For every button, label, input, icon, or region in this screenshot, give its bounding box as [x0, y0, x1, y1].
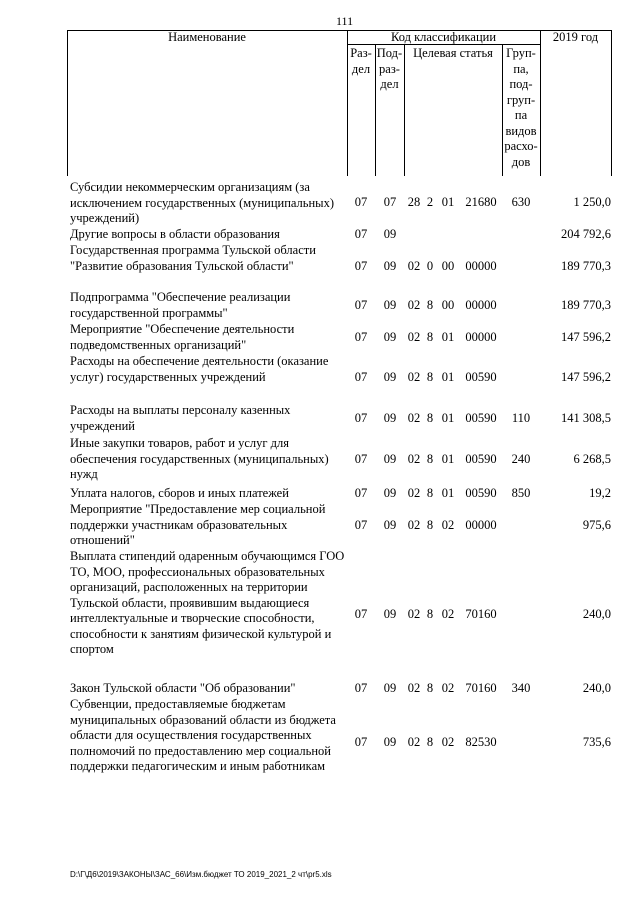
row-target-event: 01: [441, 486, 455, 500]
row-expense-type: 110: [511, 411, 531, 425]
row-name: Мероприятие "Обеспечение деятельности подведомственных организаций": [70, 322, 295, 352]
row-name: Другие вопросы в области образования: [70, 227, 280, 241]
row-name: Государственная программа Тульской области "Развитие образования Тульской области": [70, 243, 316, 273]
row-razdel: 07: [354, 681, 368, 695]
row-target-direction: 70160: [465, 681, 497, 695]
row-target-subprogram: 8: [426, 607, 434, 621]
row-target-direction: 00590: [465, 411, 497, 425]
row-target-program: 02: [407, 681, 421, 695]
row-expense-type: 850: [511, 486, 531, 500]
row-target-program: 02: [407, 330, 421, 344]
row-target-direction: 00000: [465, 330, 497, 344]
header-razdel: Раз- дел: [350, 46, 372, 76]
row-target-subprogram: 0: [426, 259, 434, 273]
row-amount: 147 596,2: [561, 330, 611, 344]
row-razdel: 07: [354, 486, 368, 500]
row-target-direction: 82530: [465, 735, 497, 749]
row-expense-type: 240: [511, 452, 531, 466]
row-podrazdel: 09: [383, 370, 397, 384]
row-razdel: 07: [354, 452, 368, 466]
row-name: Расходы на обеспечение деятельности (оказание услуг) государственных учреждений: [70, 354, 329, 384]
row-target-event: 02: [441, 607, 455, 621]
row-target-program: 28: [407, 195, 421, 209]
row-amount: 189 770,3: [561, 298, 611, 312]
row-target-direction: 00590: [465, 370, 497, 384]
row-target-program: 02: [407, 607, 421, 621]
file-path-footer: D:\Г\Д6\2019\ЗАКОНЫ\ЗАС_66\Изм.бюджет ТО 2019_2021_2 чт\pr5.xls: [70, 870, 332, 879]
row-expense-type: 340: [511, 681, 531, 695]
row-razdel: 07: [354, 411, 368, 425]
row-target-event: 01: [441, 370, 455, 384]
row-razdel: 07: [354, 227, 368, 241]
row-target-event: 01: [441, 330, 455, 344]
row-podrazdel: 09: [383, 486, 397, 500]
row-amount: 735,6: [582, 735, 611, 749]
row-razdel: 07: [354, 298, 368, 312]
row-amount: 19,2: [589, 486, 611, 500]
row-name: Иные закупки товаров, работ и услуг для обеспечения государственных (муниципальных) нужд: [70, 436, 329, 481]
header-year: 2019 год: [552, 30, 599, 44]
header-name: Наименование: [168, 30, 246, 44]
row-name: Расходы на выплаты персоналу казенных учреждений: [70, 403, 291, 433]
row-podrazdel: 09: [383, 227, 397, 241]
row-podrazdel: 09: [383, 607, 397, 621]
row-razdel: 07: [354, 518, 368, 532]
row-target-program: 02: [407, 298, 421, 312]
header-target: Целевая статья: [413, 46, 493, 60]
row-target-direction: 00590: [465, 486, 497, 500]
row-name: Подпрограмма "Обеспечение реализации государственной программы": [70, 290, 291, 320]
row-target-program: 02: [407, 518, 421, 532]
row-target-subprogram: 2: [426, 195, 434, 209]
row-target-event: 01: [441, 452, 455, 466]
row-name: Субвенции, предоставляемые бюджетам муниципальных образований области из бюджета области для осуществления государственных полномочий по предоставлению мер социальной поддержки педагогическим и иным работникам: [70, 697, 336, 773]
row-target-subprogram: 8: [426, 681, 434, 695]
row-name: Уплата налогов, сборов и иных платежей: [70, 486, 289, 500]
row-razdel: 07: [354, 195, 368, 209]
row-amount: 975,6: [582, 518, 611, 532]
row-amount: 240,0: [582, 681, 611, 695]
row-target-subprogram: 8: [426, 518, 434, 532]
row-target-subprogram: 8: [426, 452, 434, 466]
header-classification: Код классификации: [390, 30, 497, 44]
row-target-program: 02: [407, 735, 421, 749]
row-amount: 240,0: [582, 607, 611, 621]
row-podrazdel: 09: [383, 518, 397, 532]
row-target-program: 02: [407, 370, 421, 384]
row-razdel: 07: [354, 259, 368, 273]
header-podrazdel: Под- раз- дел: [376, 46, 403, 91]
row-target-event: 00: [441, 298, 455, 312]
row-amount: 141 308,5: [561, 411, 611, 425]
row-amount: 189 770,3: [561, 259, 611, 273]
row-target-event: 01: [441, 195, 455, 209]
row-podrazdel: 09: [383, 259, 397, 273]
row-target-subprogram: 8: [426, 370, 434, 384]
row-razdel: 07: [354, 370, 368, 384]
row-amount: 147 596,2: [561, 370, 611, 384]
row-podrazdel: 09: [383, 298, 397, 312]
row-razdel: 07: [354, 607, 368, 621]
row-target-direction: 00000: [465, 518, 497, 532]
row-podrazdel: 09: [383, 735, 397, 749]
page-number: 111: [336, 14, 354, 28]
row-name: Выплата стипендий одаренным обучающимся ГОО ТО, МОО, профессиональных образовательных организаций, расположенных на территории Тульской области, проявившим выдающиеся интеллектуальные и творческие способности, способности к занятиям физической культурой и спортом: [70, 549, 345, 656]
row-target-event: 02: [441, 681, 455, 695]
row-expense-type: 630: [511, 195, 531, 209]
row-razdel: 07: [354, 735, 368, 749]
row-target-event: 02: [441, 518, 455, 532]
row-target-program: 02: [407, 411, 421, 425]
header-group: Груп- па, под- груп- па видов расхо- дов: [504, 46, 538, 169]
row-amount: 6 268,5: [573, 452, 611, 466]
row-target-program: 02: [407, 452, 421, 466]
row-name: Мероприятие "Предоставление мер социальной поддержки участникам образовательных отношений": [70, 502, 326, 547]
row-target-direction: 00000: [465, 259, 497, 273]
row-target-direction: 21680: [465, 195, 497, 209]
row-target-program: 02: [407, 486, 421, 500]
row-target-program: 02: [407, 259, 421, 273]
row-target-subprogram: 8: [426, 486, 434, 500]
row-target-event: 01: [441, 411, 455, 425]
row-name: Субсидии некоммерческим организациям (за исключением государственных (муниципальных) учреждений): [70, 180, 334, 225]
row-podrazdel: 09: [383, 411, 397, 425]
row-target-subprogram: 8: [426, 411, 434, 425]
row-target-direction: 70160: [465, 607, 497, 621]
row-podrazdel: 09: [383, 681, 397, 695]
row-name: Закон Тульской области "Об образовании": [70, 681, 296, 695]
row-amount: 1 250,0: [573, 195, 611, 209]
row-target-subprogram: 8: [426, 735, 434, 749]
row-target-direction: 00000: [465, 298, 497, 312]
row-target-subprogram: 8: [426, 330, 434, 344]
row-podrazdel: 09: [383, 452, 397, 466]
row-target-direction: 00590: [465, 452, 497, 466]
row-target-subprogram: 8: [426, 298, 434, 312]
row-target-event: 00: [441, 259, 455, 273]
row-amount: 204 792,6: [561, 227, 611, 241]
row-razdel: 07: [354, 330, 368, 344]
row-podrazdel: 09: [383, 330, 397, 344]
row-podrazdel: 07: [383, 195, 397, 209]
row-target-event: 02: [441, 735, 455, 749]
